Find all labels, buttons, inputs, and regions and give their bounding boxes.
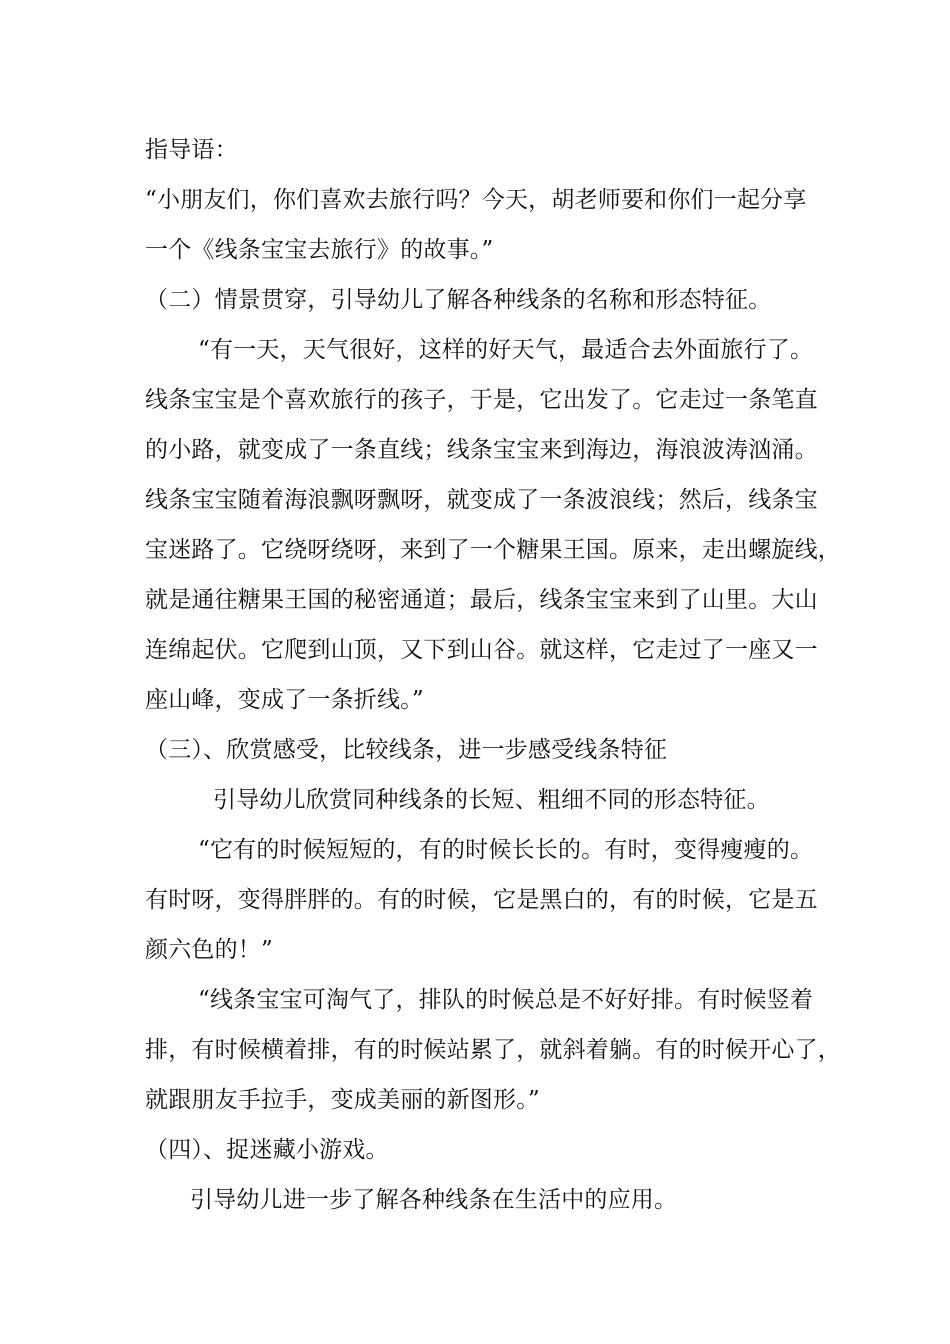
intro-line-1: “小朋友们，你们喜欢去旅行吗？今天，胡老师要和你们一起分享 [145, 187, 807, 213]
story-paragraph-line-1: “有一天，天气很好，这样的好天气，最适合去外面旅行了。 [198, 337, 814, 363]
section-two-heading: （二）情景贯穿，引导幼儿了解各种线条的名称和形态特征。 [145, 287, 772, 313]
queue-paragraph-line-1: “线条宝宝可淘气了，排队的时候总是不好好排。有时候竖着 [198, 987, 814, 1013]
appreciation-paragraph-line-2: 有时呀，变得胖胖的。有的时候，它是黑白的，有的时候，它是五 [145, 887, 818, 913]
story-paragraph-line-4: 线条宝宝随着海浪飘呀飘呀，就变成了一条波浪线；然后，线条宝 [145, 487, 818, 513]
queue-paragraph-line-2: 排，有时候横着排，有的时候站累了，就斜着躺。有的时候开心了， [145, 1037, 841, 1063]
story-paragraph-line-6: 就是通往糖果王国的秘密通道；最后，线条宝宝来到了山里。大山 [145, 587, 818, 613]
appreciation-paragraph-line-3: 颜六色的！” [145, 937, 273, 963]
appreciation-guidance: 引导幼儿欣赏同种线条的长短、粗细不同的形态特征。 [213, 787, 770, 813]
section-three-heading: （三）、欣赏感受，比较线条，进一步感受线条特征 [145, 737, 668, 763]
story-paragraph-line-5: 宝迷路了。它绕呀绕呀，来到了一个糖果王国。原来，走出螺旋线， [145, 537, 841, 563]
story-paragraph-line-8: 座山峰，变成了一条折线。” [145, 687, 424, 713]
story-paragraph-line-3: 的小路，就变成了一条直线；线条宝宝来到海边，海浪波涛汹涌。 [145, 437, 818, 463]
story-paragraph-line-7: 连绵起伏。它爬到山顶，又下到山谷。就这样，它走过了一座又一 [145, 637, 818, 663]
story-paragraph-line-2: 线条宝宝是个喜欢旅行的孩子，于是，它出发了。它走过一条笔直 [145, 387, 818, 413]
intro-line-2: 一个《线条宝宝去旅行》的故事。” [145, 237, 494, 263]
guidance-heading: 指导语： [145, 137, 238, 163]
section-four-heading: （四）、捉迷藏小游戏。 [145, 1137, 389, 1163]
game-guidance: 引导幼儿进一步了解各种线条在生活中的应用。 [190, 1187, 678, 1213]
queue-paragraph-line-3: 就跟朋友手拉手，变成美丽的新图形。” [145, 1087, 540, 1113]
appreciation-paragraph-line-1: “它有的时候短短的，有的时候长长的。有时，变得瘦瘦的。 [198, 837, 814, 863]
